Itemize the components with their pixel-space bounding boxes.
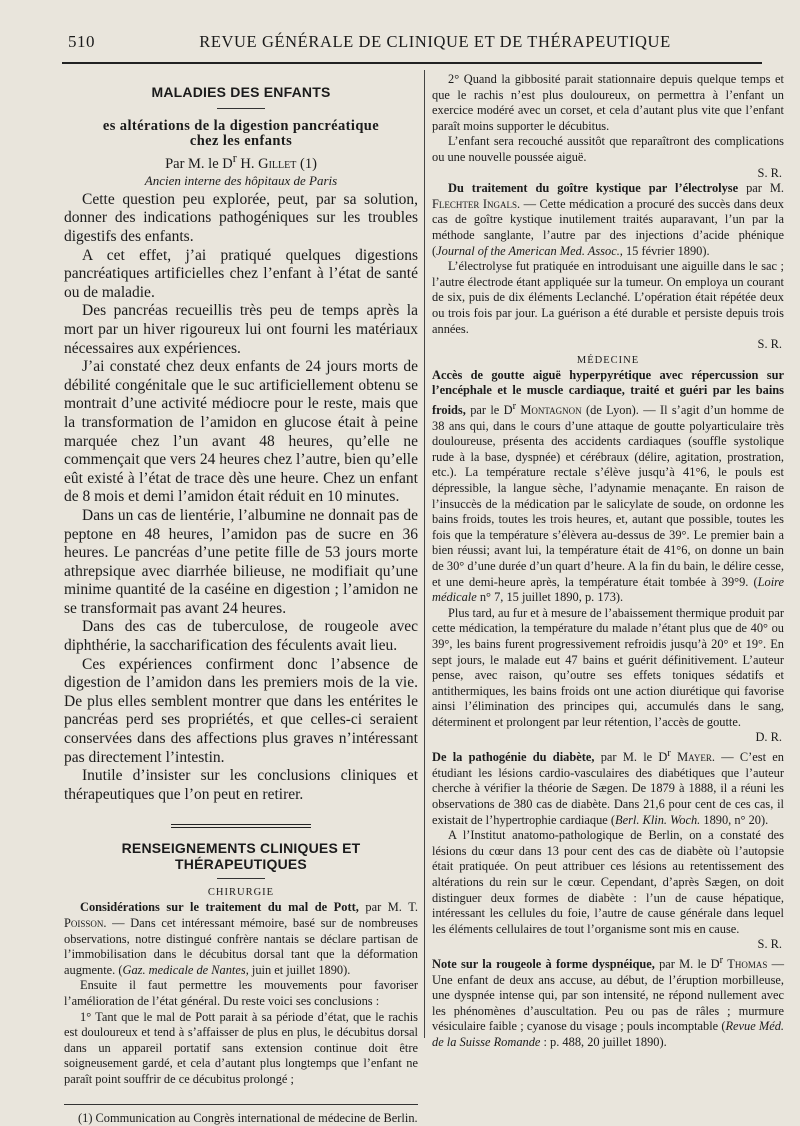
rougeole-text: — Une enfant de deux ans accuse, au début, de l’éruption morbilleuse, une dyspnée intense qui, par son intensité, ne répond nullement avec les phénomènes d’auscultation. Peu ou pas de râles ; murmure vésiculaire faible ; cyanose du visage ; pouls incomptable ( <box>432 957 784 1034</box>
goutte-source: Loire médicale <box>432 574 784 605</box>
goutte-text: — Il s’agit d’un homme de 38 ans qui, dans le cours d’une attaque de goutte polyarticulaire très douloureuse, présenta des accidents cardiaques (souffle systolique rude à la base, dyspnée) et cérébraux (délire, agitation, prostration, etc.). La température rectale s’élève jusqu’à 41°6, le pouls est dépressible, la langue sèche, l’adynamie menaçante. En raison de l’insuccès de la médication par le salicylate de soude, on ordonne les bains froids, toutes les trois heures, et, autant que possible, toutes les fois que la température s’élèvera au-dessus de 39°. Le premier bain a bien réussi; avant lui, la température était de 41°6, on donne un bain de 30° d’une durée d’un quart d’heure. A la fin du bain, le délire cesse, et une demi-heure après, la température était tombée à 39°9. ( <box>432 403 784 589</box>
section-title-maladies: MALADIES DES ENFANTS <box>151 84 331 100</box>
byline-sup: r <box>232 151 237 165</box>
goutte-sup: r <box>512 400 517 412</box>
article-title <box>64 119 418 149</box>
signature: S. R. <box>757 937 782 952</box>
pott-author: Poisson <box>64 916 104 931</box>
running-title: REVUE GÉNÉRALE DE CLINIQUE ET DE THÉRAPEUTIQUE <box>199 32 671 51</box>
goutte-paragraph-2: Plus tard, au fur et à mesure de l’abaissement thermique produit par cette médication, la température du malade n’étant plus que de 40° ou 39°, les bains furent progressivement refroidis jusqu’à 20° et 19°. En sept jours, le malade eut 47 bains et guérit définitivement. L’auteur pense, avec raison, qu’outre ses effets toniques sédatifs et antithermiques, les bains froids ont une action diurétique qui favorise ainsi l’élimination des principes qui, accumulés dans le sang, déterminent et prolongent par leur rétention, l’accès de goutte. <box>432 605 784 729</box>
pott-paragraph-5: L’enfant sera recouché aussitôt que reparaîtront des complications ou une nouvelle poussée aiguë. <box>432 134 784 164</box>
column-divider <box>424 70 425 1038</box>
goutte-date: n° 7, 15 juillet 1890, p. 173). <box>476 590 624 605</box>
pott-paragraph-4: 2° Quand la gibbosité parait stationnaire depuis quelque temps et que le rachis n’est plus douloureux, on permettra à l’enfant un exercice modéré avec un corset, et cela d’autant plus vite que l’enfant paraît moins supporter le décubitus. <box>432 72 784 133</box>
paragraph: J’ai constaté chez deux enfants de 24 jours morts de débilité congénitale que le suc artificiellement obtenu se montrait d’une activité médiocre pour le reste, mais que la transformation de l’amidon en glucose était à peine marquée chez l’un avant 48 heures, qu’elle ne commençait que vers 24 heures chez l’autre, bien qu’elle eût existé à l’état de trace dès une heure. Chez un enfant de 8 mois et demi l’amidon était réduit en 10 minutes. <box>64 358 418 506</box>
goitre-source: Journal of the American Med. Assoc., <box>436 243 623 258</box>
goutte-paragraph-1 <box>432 368 784 606</box>
paragraph: Dans un cas de lientérie, l’albumine ne donnait pas de peptone en 48 heures, l’amidon pas de sucre en 36 heures. Le pancréas d’une petite fille de 53 jours morte athrepsique avec diarrhée bilieuse, ne modifiait qu’une minime quantité de la caséine en digestion ; l’amidon ne se transformait pas avant 24 heures. <box>64 506 418 617</box>
diabete-text: . — C’est en étudiant les lésions cardio-vasculaires des diabétiques que l’auteur cherche à vérifier la théorie de Sægen. De 1879 à 1888, il a réuni les observations de 380 cas de diabète. Dans 21,6 pour cent de ces cas, il existait de l’hypertrophie cardiaque ( <box>432 750 784 827</box>
pott-paragraph-1 <box>64 900 418 978</box>
rougeole-by: par M. le D <box>654 957 720 972</box>
goutte-author: Montagnon <box>520 403 582 417</box>
pott-runin: Considérations sur le traitement du mal de Pott, <box>80 900 359 915</box>
goitre-date: 15 février 1890). <box>622 243 710 258</box>
pott-text: . — Dans cet intéressant mémoire, basé sur de nombreuses observations, notre distingué confrère nantais se déclare partisan de l’immobilisation dans le décubitus dorsal tant que la déformation augmente. ( <box>64 916 418 977</box>
paragraph: Ces expériences confirment donc l’absence de digestion de l’amidon dans les premiers mois de la vie. De plus elles semblent montrer que dans les entérites le pancréas perd ses propriétés, et que celles-ci seraient conservées dans des affections plus graves n’intéressant pas directement l’intestin. <box>64 655 418 766</box>
diabete-author: Mayer <box>677 750 712 765</box>
rougeole-sup: r <box>719 954 724 966</box>
page-number: 510 <box>68 32 95 51</box>
goitre-text: . — Cette médication a procuré des succès dans deux cas de goître kystique inutilement traités auparavant, l’un par la méthode sanglante, l’autre par des injections d’acide phénique ( <box>432 196 784 258</box>
diabete-by: par M. le D <box>594 750 668 765</box>
diabete-runin: De la pathogénie du diabète, <box>432 750 595 765</box>
diabete-paragraph-2: A l’Institut anatomo-pathologique de Berlin, on a constaté des lésions du cœur dans 13 pour cent des cas de diabète où l’autopsie était pratiquée. On peut attribuer ces lésions au retentissement des altérations du rein sur le cœur. Cependant, d’après Sægen, on doit distinguer deux formes de diabète : l’un de cause hépatique, intéressant les cellules du foie, l’autre de cause générale dans lequel les éléments cellulaires de tout l’organisme sont mis en cause. <box>432 828 784 936</box>
header-rule <box>62 62 762 64</box>
goitre-runin: Du traitement du goître kystique par l’électrolyse <box>448 181 739 196</box>
goutte-place: (de Lyon). <box>581 403 639 417</box>
pott-paragraph-3: 1° Tant que le mal de Pott parait à sa période d’état, que le rachis est douloureux et tend à s’affaisser de plus en plus, le décubitus dorsal dans un appareil portatif sans extension continue doit être soigneusement gardé, et cela d’autant plus longtemps que l’enfant ne paraît point souffrir de ce décubitus prolongé ; <box>64 1009 418 1086</box>
pott-date: juin et juillet 1890). <box>248 962 351 977</box>
signature: S. R. <box>757 337 782 352</box>
pott-source: Gaz. medicale de Nantes, <box>122 962 249 977</box>
section-rule <box>217 878 265 879</box>
article-body <box>64 191 418 805</box>
article-title-line-1: es altérations de la digestion pancréatique <box>102 118 380 134</box>
left-column <box>64 72 418 1126</box>
section-double-rule <box>171 824 311 828</box>
subhead-chirurgie: CHIRURGIE <box>207 887 275 899</box>
section-rule <box>217 108 265 109</box>
diabete-date: 1890, n° 20). <box>700 812 769 827</box>
goutte-runin: Accès de goutte aiguë hyperpyrétique avec répercussion sur l’encéphale et le muscle cardiaque, traité et guéri par les bains froids, <box>432 367 784 417</box>
running-head <box>0 28 800 58</box>
rougeole-paragraph-1 <box>432 953 784 1051</box>
subhead-medecine: MÉDECINE <box>576 354 640 366</box>
article-byline <box>64 149 418 173</box>
section-title-renseignements: RENSEIGNEMENTS CLINIQUES ET THÉRAPEUTIQUES <box>121 840 361 873</box>
byline-affiliation: Ancien interne des hôpitaux de Paris <box>144 172 338 188</box>
paragraph: Inutile d’insister sur les conclusions cliniques et thérapeutiques que l’on peut en retirer. <box>64 767 418 803</box>
footnote-rule <box>64 1104 418 1105</box>
byline-prefix: Par M. le D <box>165 155 233 172</box>
goitre-author: Flechter Ingals <box>432 196 517 211</box>
paragraph: Cette question peu explorée, peut, par sa solution, donner des indications pathogéniques sur les troubles digestifs des enfants. <box>64 190 418 246</box>
signature: D. R. <box>755 730 782 745</box>
rougeole-date: : p. 488, 20 juillet 1890). <box>540 1035 667 1049</box>
right-column <box>432 72 784 1051</box>
footnote-text: (1) Communication au Congrès international de médecine de Berlin. <box>78 1110 418 1125</box>
signature: S. R. <box>757 165 782 180</box>
diabete-paragraph-1 <box>432 746 784 828</box>
paragraph: Dans des cas de tuberculose, de rougeole avec diphthérie, la saccharification des féculents avait lieu. <box>64 618 418 655</box>
rougeole-runin: Note sur la rougeole à forme dyspnéique, <box>432 957 655 972</box>
goutte-by: par le D <box>465 403 513 417</box>
diabete-sup: r <box>667 748 671 760</box>
paragraph: A cet effet, j’ai pratiqué quelques digestions pancréatiques artificielles chez l’enfant à l’état de santé ou de maladie. <box>64 246 418 301</box>
footnote <box>64 1111 418 1126</box>
pott-entry <box>64 900 418 1087</box>
goitre-paragraph-2: L’électrolyse fut pratiquée en introduisant une aiguille dans le sac ; l’autre électrode étant appliquée sur la tumeur. On employa un courant de six, puis de dix éléments Leclanché. L’opération était répétée deux ou trois fois par jour. La guérison a été durable et persiste depuis trois années. <box>432 259 784 336</box>
paragraph: Des pancréas recueillis très peu de temps après la mort par un hiver rigoureux lui ont fourni les matériaux nécessaires aux expériences. <box>64 302 418 357</box>
goitre-paragraph-1 <box>432 181 784 259</box>
article-title-line-2: chez les enfants <box>189 133 293 149</box>
rougeole-source: Revue Méd. de la Suisse Romande <box>432 1019 784 1049</box>
diabete-source: Berl. Klin. Woch. <box>615 812 701 827</box>
byline-note: (1) <box>296 155 317 172</box>
pott-paragraph-2: Ensuite il faut permettre les mouvements pour favoriser l’amélioration de l’état général. Du reste voici ses conclusions : <box>64 978 418 1008</box>
rougeole-author: Thomas <box>727 957 768 972</box>
pott-by: par M. T. <box>358 900 418 915</box>
byline-author: H. Gillet <box>240 155 297 172</box>
goitre-by: par M. <box>738 181 784 196</box>
